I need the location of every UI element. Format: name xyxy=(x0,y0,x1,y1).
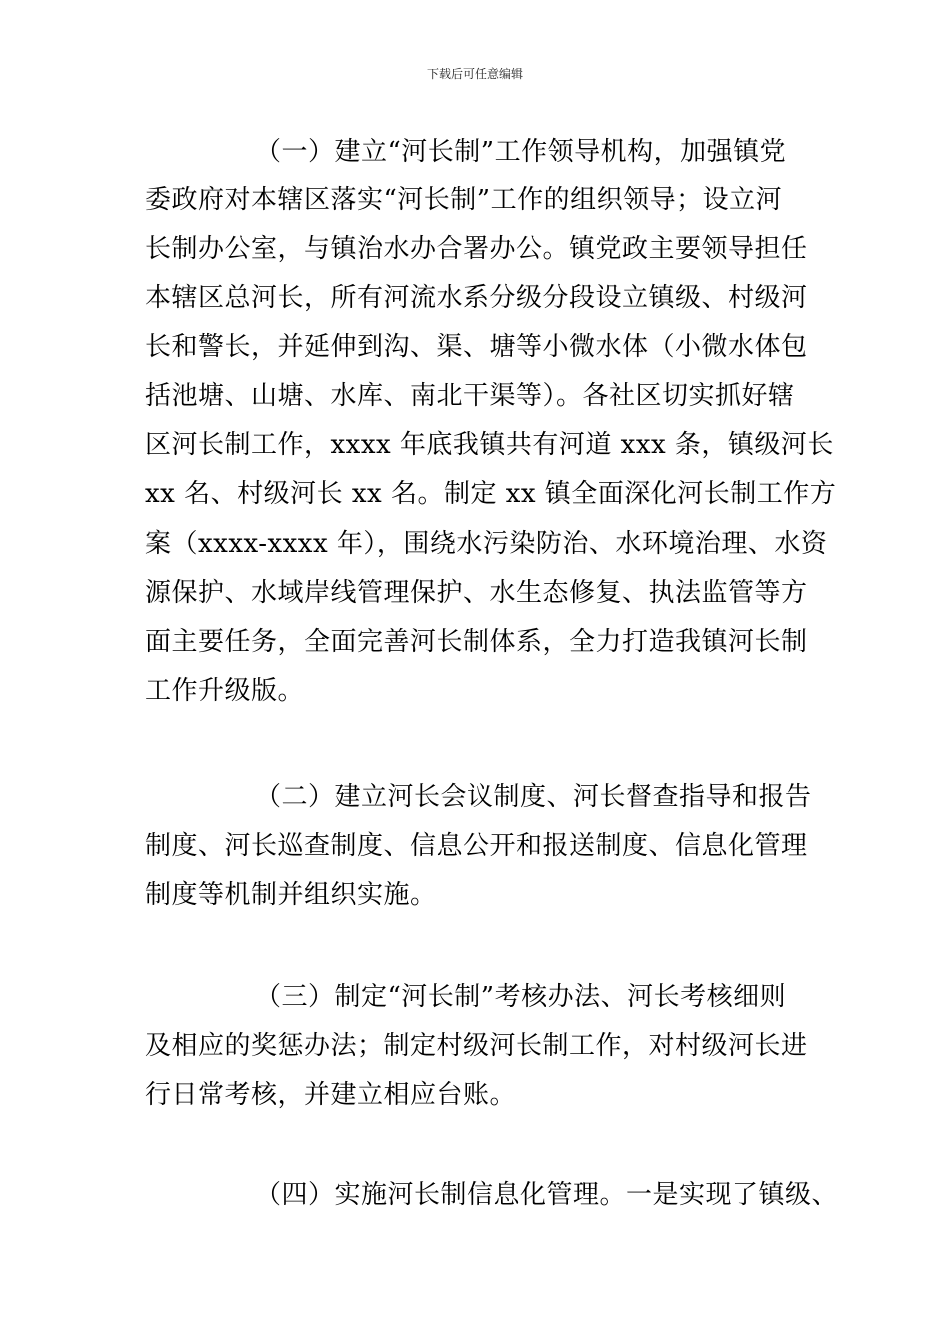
paragraph-1-line-10: 源保护、水域岸线管理保护、水生态修复、执法监管等方 xyxy=(145,578,808,608)
paragraph-2-line-1: （二）建立河长会议制度、河长督查指导和报告 xyxy=(255,782,812,812)
paragraph-1-line-1: （一）建立“河长制”工作领导机构，加强镇党 xyxy=(255,137,787,167)
paragraph-4-line-1: （四）实施河长制信息化管理。一是实现了镇级、 xyxy=(255,1180,839,1210)
paragraph-1-line-9: 案（xxxx-xxxx 年），围绕水污染防治、水环境治理、水资 xyxy=(145,529,828,559)
paragraph-2-line-2: 制度、河长巡查制度、信息公开和报送制度、信息化管理 xyxy=(145,831,808,861)
paragraph-2-line-3: 制度等机制并组织实施。 xyxy=(145,880,437,910)
paragraph-1-line-6: 括池塘、山塘、水库、南北干渠等）。各社区切实抓好辖 xyxy=(145,381,795,411)
paragraph-1-line-2: 委政府对本辖区落实“河长制”工作的组织领导；设立河 xyxy=(145,185,783,215)
paragraph-3-line-3: 行日常考核，并建立相应台账。 xyxy=(145,1080,517,1110)
paragraph-1-line-12: 工作升级版。 xyxy=(145,676,305,706)
paragraph-1-line-7: 区河长制工作，xxxx 年底我镇共有河道 xxx 条，镇级河长 xyxy=(145,430,834,460)
paragraph-1-line-11: 面主要任务，全面完善河长制体系，全力打造我镇河长制 xyxy=(145,627,808,657)
paragraph-3-line-1: （三）制定“河长制”考核办法、河长考核细则 xyxy=(255,982,787,1012)
paragraph-1-line-5: 长和警长，并延伸到沟、渠、塘等小微水体（小微水体包 xyxy=(145,332,808,362)
paragraph-1-line-4: 本辖区总河长，所有河流水系分级分段设立镇级、村级河 xyxy=(145,283,808,313)
paragraph-1-line-3: 长制办公室，与镇治水办合署办公。镇党政主要领导担任 xyxy=(145,234,808,264)
paragraph-1-line-8: xx 名、村级河长 xx 名。制定 xx 镇全面深化河长制工作方 xyxy=(145,479,837,509)
header-note: 下载后可任意编辑 xyxy=(426,67,523,81)
paragraph-3-line-2: 及相应的奖惩办法；制定村级河长制工作，对村级河长进 xyxy=(145,1031,808,1061)
